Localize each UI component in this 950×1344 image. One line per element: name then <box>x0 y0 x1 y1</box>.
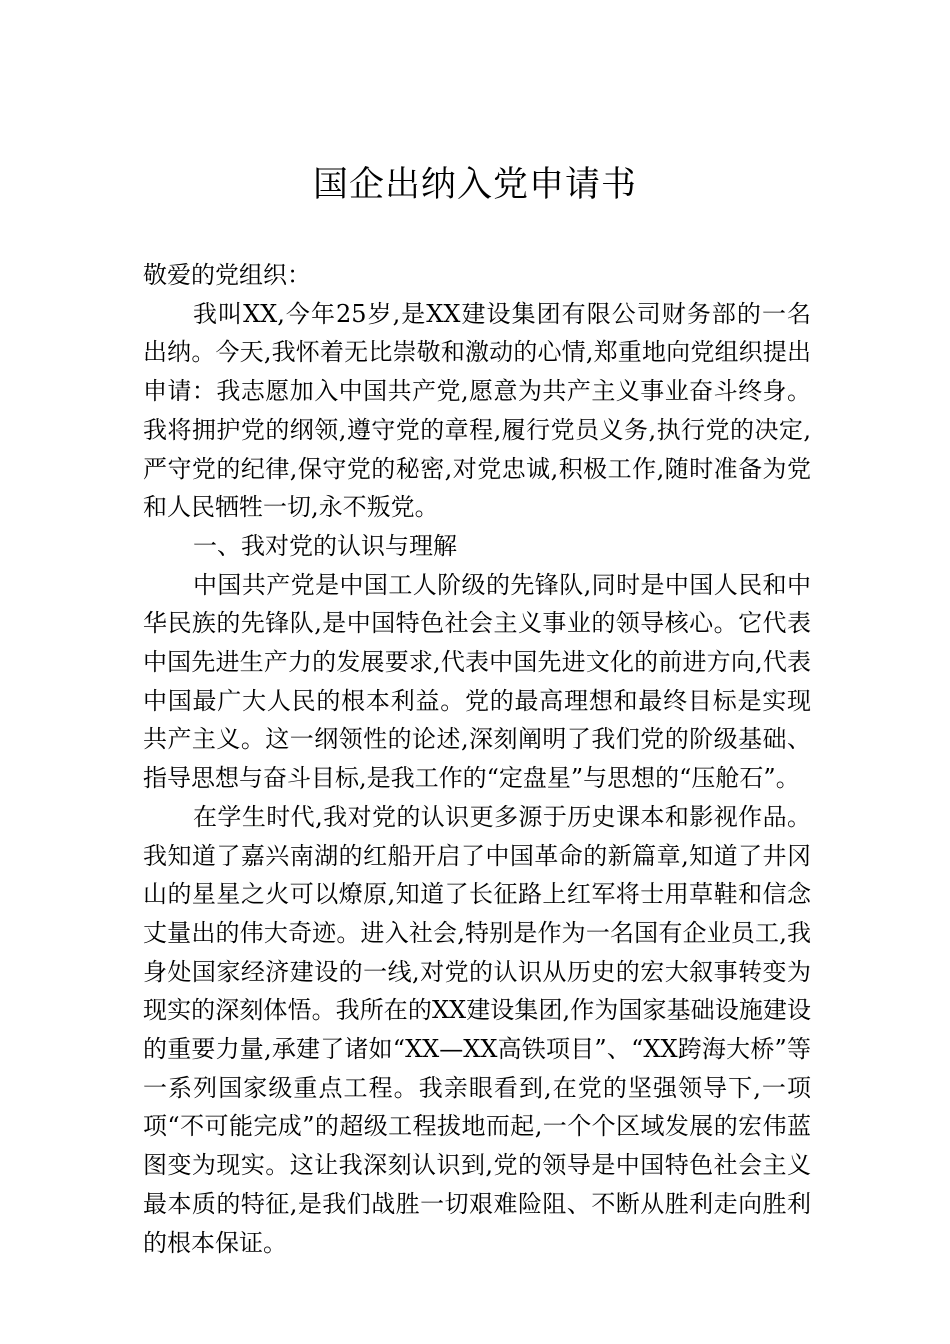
salutation: 敬爱的党组织： <box>143 261 311 289</box>
paragraph-application: 我叫XX,今年25岁,是XX建设集团有限公司财务部的一名出纳。今天,我怀着无比崇敬和激动的心情,郑重地向党组织提出申请：我志愿加入中国共产党,愿意为共产主义事业奋斗终身。我将拥护党的纲领,遵守党的章程,履行党员义务,执行党的决定,严守党的纪律,保守党的秘密,对党忠诚,积极工作,随时准备为党和人民牺牲一切,永不叛党。 <box>143 299 811 522</box>
paragraph-party-understanding: 中国共产党是中国工人阶级的先锋队,同时是中国人民和中华民族的先锋队,是中国特色社会主义事业的领导核心。它代表中国先进生产力的发展要求,代表中国先进文化的前进方向,代表中国最广大人民的根本利益。党的最高理想和最终目标是实现共产主义。这一纲领性的论述,深刻阐明了我们党的阶级基础、指导思想与奋斗目标,是我工作的“定盘星”与思想的“压舱石”。 <box>143 570 811 793</box>
section-heading: 一、我对党的认识与理解 <box>193 531 457 560</box>
document-body <box>143 256 811 1262</box>
document-title: 国企出纳入党申请书 <box>312 165 637 205</box>
paragraph-personal-experience: 在学生时代,我对党的认识更多源于历史课本和影视作品。我知道了嘉兴南湖的红船开启了中国革命的新篇章,知道了井冈山的星星之火可以燎原,知道了长征路上红军将士用草鞋和信念丈量出的伟大奇迹。进入社会,特别是作为一名国有企业员工,我身处国家经济建设的一线,对党的认识从历史的宏大叙事转变为现实的深刻体悟。我所在的XX建设集团,作为国家基础设施建设的重要力量,承建了诸如“XX—XX高铁项目”、“XX跨海大桥”等一系列国家级重点工程。我亲眼看到,在党的坚强领导下,一项项“不可能完成”的超级工程拔地而起,一个个区域发展的宏伟蓝图变为现实。这让我深刻认识到,党的领导是中国特色社会主义最本质的特征,是我们战胜一切艰难险阻、不断从胜利走向胜利的根本保证。 <box>143 802 811 1257</box>
